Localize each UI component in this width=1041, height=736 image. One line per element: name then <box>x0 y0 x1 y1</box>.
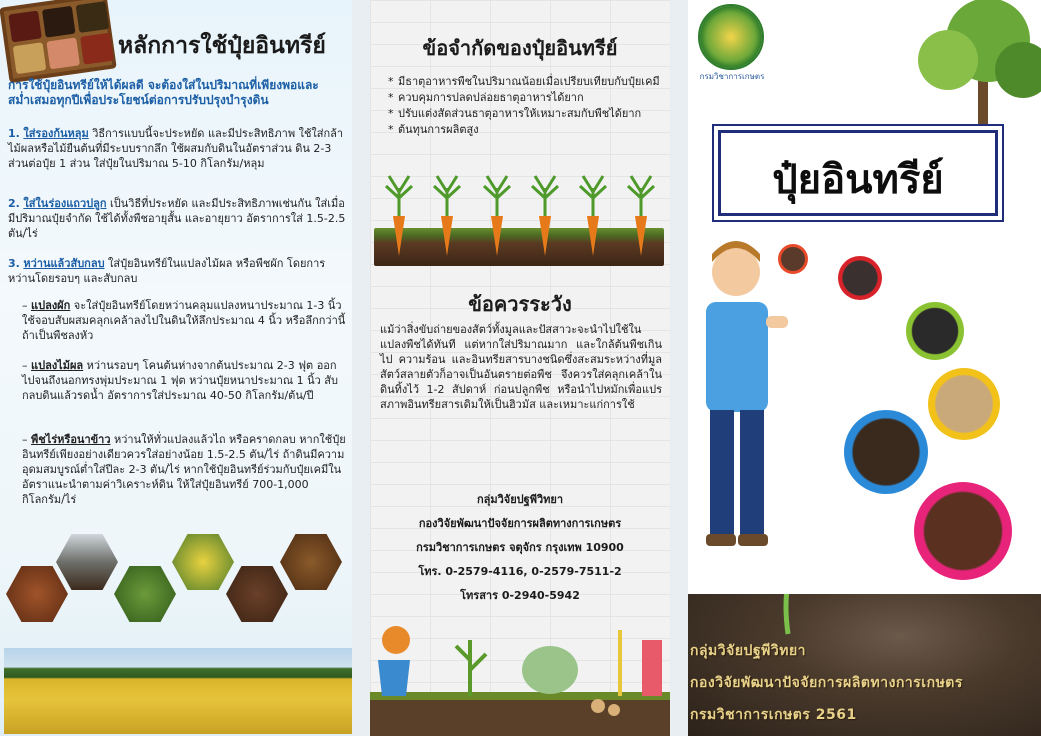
contact-department: กรมวิชาการเกษตร จตุจักร กรุงเทพ 10900 <box>416 541 624 554</box>
sub-text: หว่านรอบๆ โคนต้นห่างจากต้นประมาณ 2-3 ฟุต ออกไปจนถึงนอกทรงพุ่มประมาณ 1 ฟุต หว่านปุ๋ยหนาประมาณ 1 นิ้ว สับกลบดินแล้วรดน้ำ อัตราการใส่ประมาณ 40-50 กิโลกรัม/ต้น/ปี <box>22 359 338 402</box>
logo-caption: กรมวิชาการเกษตร <box>699 72 765 81</box>
department-logo <box>698 4 764 70</box>
limits-title: ข้อจำกัดของปุ๋ยอินทรีย์ <box>422 36 618 60</box>
fertilizer-orb-1 <box>778 244 808 274</box>
sub-text: หว่านให้ทั่วแปลงแล้วไถ หรือคราดกลบ หากใช้ปุ๋ยอินทรีย์เพียงอย่างเดียวควรใส่อย่างน้อย 1.5-2.5 ตัน/ไร่ ถ้าดินมีความอุดมสมบูรณ์ต่ำใส่ปีละ 2-3 ตัน/ไร่ หากใช้ปุ๋ยอินทรีย์ร่วมกับปุ๋ยเคมีในอัตราแนะนำตามค่าวิเคราะห์ดิน ให้ใส่ปุ๋ยอินทรีย์ 700-1,000 กิโลกรัม/ไร่ <box>22 433 346 506</box>
usage-intro: การใช้ปุ๋ยอินทรีย์ให้ได้ผลดี จะต้องใส่ในปริมาณที่เพียงพอและสม่ำเสมอทุกปีเพื่อประโยชน์ต่อการปรับปรุงบำรุงดิน <box>8 78 319 107</box>
credit-line-2: กองวิจัยพัฒนาปัจจัยการผลิตทางการเกษตร <box>690 675 963 691</box>
item-number: 1. <box>8 127 20 140</box>
list-item: * มีธาตุอาหารพืชในปริมาณน้อยเมื่อเปรียบเทียบกับปุ๋ยเคมี <box>388 74 666 89</box>
usage-sub-vegetable: – แปลงผัก จะใส่ปุ๋ยอินทรีย์โดยหว่านคลุมแปลงหนาประมาณ 1-3 นิ้ว ใช้จอบสับผสมคลุกเคล้าลงไปในดินให้ลึกประมาณ 4 นิ้ว หรือลึกกว่านี้ถ้าเป็นพืชลงหัว <box>22 299 346 342</box>
item-text: เป็นวิธีที่ประหยัด และมีประสิทธิภาพเช่นกัน ใส่เมื่อมีปริมาณปุ๋ยจำกัด ใช้ได้ทั้งพืชอายุสั้น และอายุยาว อัตราการใส่ 1.5-2.5 ตัน/ไร่ <box>8 197 346 240</box>
limits-list <box>388 74 666 138</box>
usage-sub-field-crop: – พืชไร่หรือนาข้าว หว่านให้ทั่วแปลงแล้วไถ หรือคราดกลบ หากใช้ปุ๋ยอินทรีย์เพียงอย่างเดียวควรใส่อย่างน้อย 1.5-2.5 ตัน/ไร่ ถ้าดินมีความอุดมสมบูรณ์ต่ำใส่ปีละ 2-3 ตัน/ไร่ หากใช้ปุ๋ยอินทรีย์ร่วมกับปุ๋ยเคมีในอัตราแนะนำตามค่าวิเคราะห์ดิน ให้ใส่ปุ๋ยอินทรีย์ 700-1,000 กิโลกรัม/ไร่ <box>22 433 346 506</box>
list-item: * ต้นทุนการผลิตสูง <box>388 122 666 137</box>
sub-heading: แปลงผัก <box>31 299 71 312</box>
fertilizer-orb-6 <box>914 482 1012 580</box>
legume-hex-image <box>114 566 176 622</box>
caution-title: ข้อควรระวัง <box>468 292 572 316</box>
carrot-top-icon <box>530 170 560 220</box>
item-heading: ใส่ในร่องแถวปลูก <box>23 197 107 210</box>
tree-image <box>918 0 1041 150</box>
carrot-top-icon <box>384 170 414 220</box>
sub-heading: แปลงไม้ผล <box>31 359 84 372</box>
item-heading: ใส่รองก้นหลุม <box>23 127 89 140</box>
carrot-top-icon <box>578 170 608 220</box>
caution-text: แม้ว่าสิ่งขับถ่ายของสัตว์ทั้งมูลและปัสสาวะจะนำไปใช้ในแปลงพืชได้ทันที แต่หากใส่ปริมาณมาก และใกล้ต้นพืชเกินไป ความร้อน และอินทรียสารบางชนิดซึ่งสะสมระหว่างที่มูลสัตว์สลายตัวก็อาจเป็นอันตรายต่อพืช จึงควรใส่คลุกเคล้าในดินทิ้งไว้ 1-2 สัปดาห์ ก่อนปลูกพืช หรือนำไปหมักเพื่อแปรสภาพอินทรียสารเดิมให้เป็นฮิวมัส และเหมาะแก่การใช้ <box>380 323 662 411</box>
carrot-top-icon <box>626 170 656 220</box>
usage-item-3 <box>8 256 348 286</box>
manure-hex-image <box>280 534 342 590</box>
panel-cover <box>688 0 1041 736</box>
vegetable-garden-image <box>370 600 670 736</box>
flower-crop-hex-image <box>172 534 234 590</box>
fertilizer-orb-3 <box>906 302 964 360</box>
credit-line-3: กรมวิชาการเกษตร 2561 <box>690 707 857 723</box>
compost-shed-hex-image <box>56 534 118 590</box>
contact-division: กองวิจัยพัฒนาปัจจัยการผลิตทางการเกษตร <box>418 517 622 530</box>
panel-usage-principles <box>0 0 352 736</box>
carrot-top-icon <box>432 170 462 220</box>
sunhemp-field-image <box>4 648 352 734</box>
item-text: วิธีการแบบนี้จะประหยัด และมีประสิทธิภาพ ใช้ใส่กล้าไม้ผลหรือไม้ยืนต้นที่มีระบบรากลึก ใช้ผสมกับดินในอัตราส่วน ดิน 2-3 ส่วนต่อปุ๋ย 1 ส่วน ใส่ปุ๋ยในปริมาณ 5-10 กิโลกรัม/หลุม <box>8 127 344 170</box>
usage-sub-orchard: – แปลงไม้ผล หว่านรอบๆ โคนต้นห่างจากต้นประมาณ 2-3 ฟุต ออกไปจนถึงนอกทรงพุ่มประมาณ 1 ฟุต หว่านปุ๋ยหนาประมาณ 1 นิ้ว สับกลบดินแล้วรดน้ำ อัตราการใส่ประมาณ 40-50 กิโลกรัม/ต้น/ปี <box>22 359 338 402</box>
seed-box-image <box>0 0 117 83</box>
credit-line-1: กลุ่มวิจัยปฐพีวิทยา <box>690 643 807 659</box>
soil-hex-image <box>226 566 288 622</box>
contact-fax: โทรสาร 0-2940-5942 <box>460 589 580 602</box>
usage-title: หลักการใช้ปุ๋ยอินทรีย์ <box>118 33 326 59</box>
fertilizer-orb-2 <box>838 256 882 300</box>
compost-hex-image <box>6 566 68 622</box>
usage-item-2 <box>8 196 348 241</box>
cover-title-box <box>718 130 998 216</box>
soil-strip-image <box>374 228 664 266</box>
cover-title: ปุ๋ยอินทรีย์ <box>772 157 944 203</box>
fertilizer-orb-5 <box>844 410 928 494</box>
list-item: * ปรับแต่งสัดส่วนธาตุอาหารให้เหมาะสมกับพืชได้ยาก <box>388 106 666 121</box>
sub-heading: พืชไร่หรือนาข้าว <box>31 433 111 446</box>
list-item: * ควบคุมการปลดปล่อยธาตุอาหารได้ยาก <box>388 90 666 105</box>
panel-limitations <box>370 0 670 736</box>
presenter-man-image <box>688 232 788 552</box>
item-text: ใส่ปุ๋ยอินทรีย์ในแปลงไม้ผล หรือพืชผัก โดยการหว่านโดยรอบๆ และสับกลบ <box>8 257 326 285</box>
item-number: 2. <box>8 197 20 210</box>
item-number: 3. <box>8 257 20 270</box>
item-heading: หว่านแล้วสับกลบ <box>23 257 105 270</box>
carrot-top-icon <box>482 170 512 220</box>
fertilizer-orb-4 <box>928 368 1000 440</box>
contact-phone: โทร. 0-2579-4116, 0-2579-7511-2 <box>418 565 622 578</box>
usage-item-1 <box>8 126 348 171</box>
sub-text: จะใส่ปุ๋ยอินทรีย์โดยหว่านคลุมแปลงหนาประมาณ 1-3 นิ้ว ใช้จอบสับผสมคลุกเคล้าลงไปในดินให้ลึกประมาณ 4 นิ้ว หรือลึกกว่านี้ถ้าเป็นพืชลงหัว <box>22 299 346 342</box>
contact-group: กลุ่มวิจัยปฐพีวิทยา <box>476 493 564 506</box>
